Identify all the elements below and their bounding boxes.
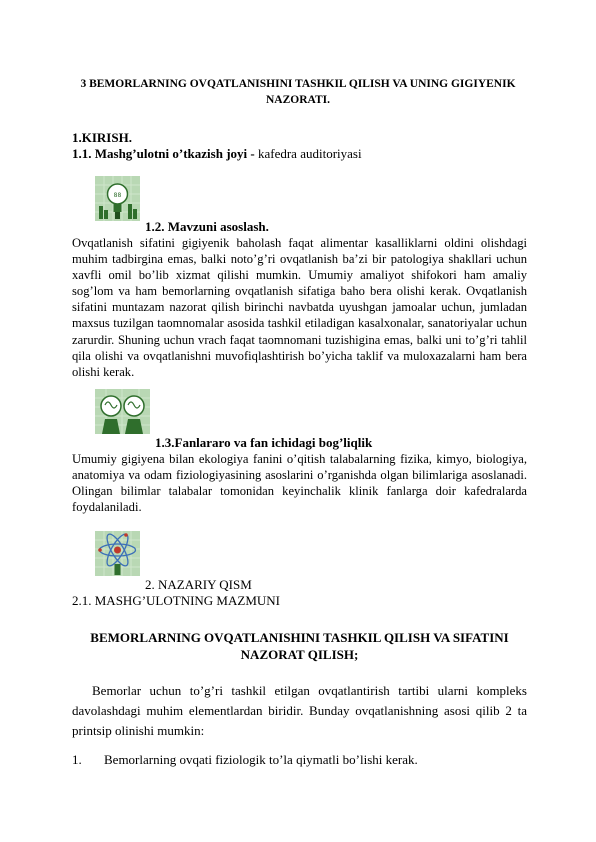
location-label: 1.1. Mashg’ulotni o’tkazish joyi - — [72, 146, 258, 161]
list-number: 1. — [72, 752, 82, 767]
mavzu-text: Ovqatlanish sifatini gigiyenik baholash faqat alimentar kasalliklarni oldini olishdagi muhim tadbirgina emas, balki noto’g’ri ovqatlanish ba’zi bir patologiya shakllari uchun xavfli omil bo’lib xizmat qilishi mumkin. Umumiy amaliyot shifokori ham amaliy sog’lom va ham bemorlarning ovqatlanish sifatiga baho bera olishi kerak. Ovqatlanish sifatini muntazam nazorat qilish birinchi navbatda uyushgan jamoalar uchun, jumladan maxsus tuzilgan taomnomalar asosida tashkil etiladigan kasalxonalar, sanatoriyalar uchun zarurdir. Shuning uchun vrach faqat taomnomani tuzishigina emas, balki uni to’g’ri tahlil qila olishi va ovqatlanishni muvofiqlashtirish bo’yicha taklif va muloxazalarni ham bera olishi kerak. — [72, 236, 527, 379]
intro-paragraph: Bemorlar uchun to’g’ri tashkil etilgan ovqatlantirish tartibi ularni kompleks davolashdagi muhim elementlardan biridir. Bunday ovqatlanishning asosi qilib 2 ta printsip olinishi mumkin: — [72, 683, 527, 738]
svg-text:88: 88 — [113, 192, 122, 199]
fanlararo-heading: 1.3.Fanlararo va fan ichidagi bog’liqlik — [155, 435, 373, 450]
list-item-text: Bemorlarning ovqati fiziologik to’la qiymatli bo’lishi kerak. — [104, 752, 418, 767]
document-title: 3 BEMORLARNING OVQATLANISHINI TASHKIL QILISH VA UNING GIGIYENIK NAZORATI. — [80, 78, 516, 106]
atom-icon — [95, 531, 140, 576]
nazariy-heading: 2. NAZARIY QISM — [145, 577, 252, 592]
mazmuni-heading: 2.1. MASHG’ULOTNING MAZMUNI — [72, 593, 280, 608]
center-heading: BEMORLARNING OVQATLANISHINI TASHKIL QILISH VA SIFATINI NAZORAT QILISH; — [90, 630, 509, 662]
fanlararo-text: Umumiy gigiyena bilan ekologiya fanini o’qitish talabalarning fizika, kimyo, biologiya, anatomiya va odam fiziologiyasining asoslarini o’rganishda olgan bilimlariga asoslanadi. Olingan bilimlar talabalar tomonidan keyinchalik klinik fanlarga doir kafedralarda foydalaniladi. — [72, 452, 527, 515]
section-kirish-heading: 1.KIRISH. — [72, 130, 132, 145]
location-line — [72, 146, 362, 162]
two-heads-icon — [95, 389, 150, 434]
mavzu-heading: 1.2. Mavzuni asoslash. — [145, 219, 269, 234]
location-value: kafedra auditoriyasi — [257, 146, 362, 161]
lightbulb-icon — [95, 176, 140, 221]
